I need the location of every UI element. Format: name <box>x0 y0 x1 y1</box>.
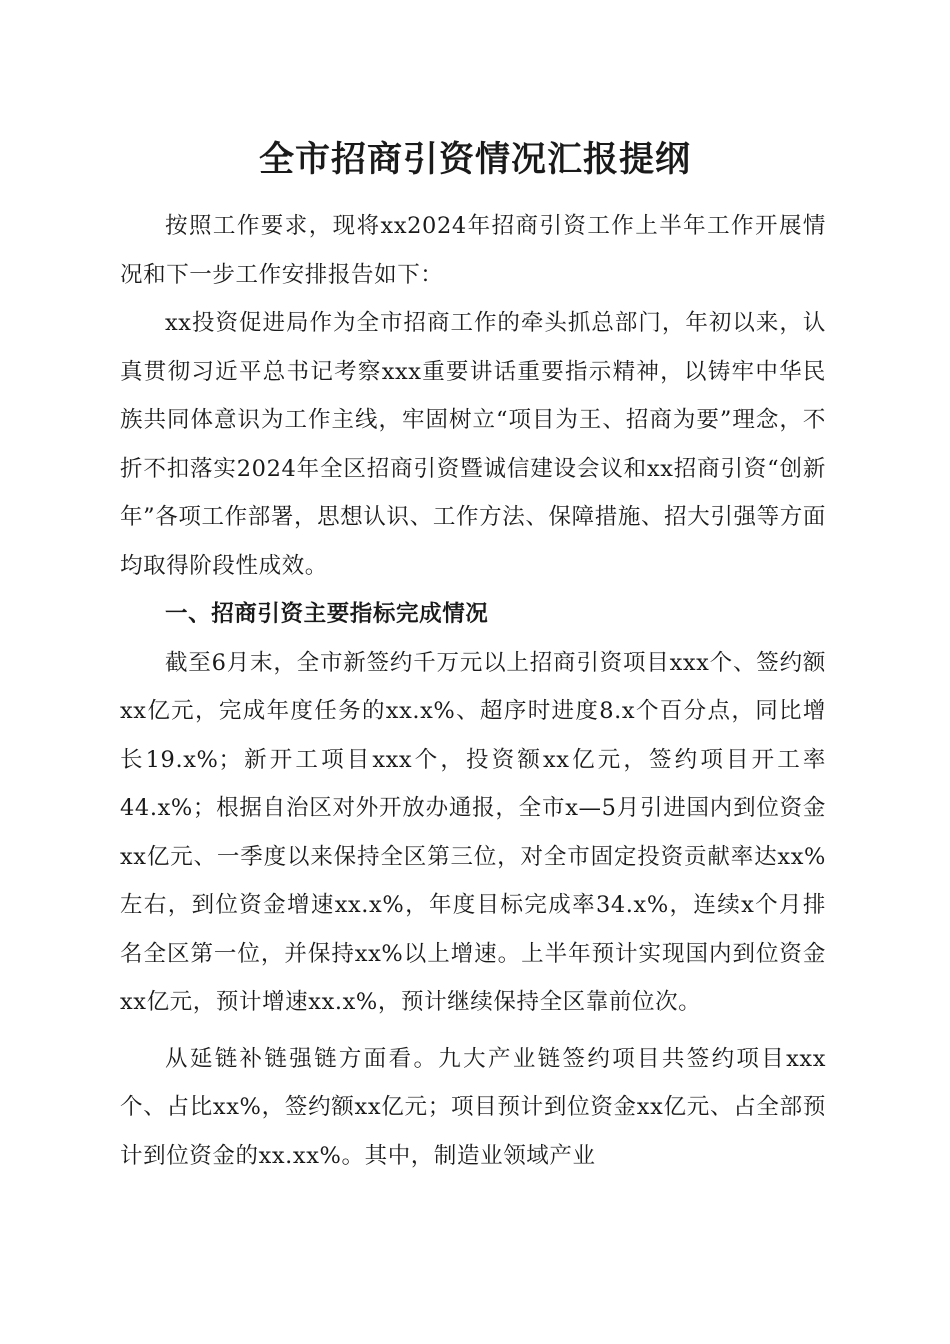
paragraph-gap <box>120 1027 826 1035</box>
document-title: 全市招商引资情况汇报提纲 <box>258 139 691 180</box>
indicators-paragraph: 截至6月末，全市新签约千万元以上招商引资项目xxx个、签约额xx亿元，完成年度任务的xx.x%、超序时进度8.x个百分点，同比增长19.x%；新开工项目xxx个，投资额xx亿元，签约项目开工率44.x%；根据自治区对外开放办通报，全市x—5月引进国内到位资金xx亿元、一季度以来保持全区第三位，对全市固定投资贡献率达xx%左右，到位资金增速xx.x%，年度目标完成率34.x%，连续x个月排名全区第一位，并保持xx%以上增速。上半年预计实现国内到位资金xx亿元，预计增速xx.x%，预计继续保持全区靠前位次。 <box>120 649 826 1015</box>
document-body <box>120 202 826 1180</box>
section-heading: 一、招商引资主要指标完成情况 <box>165 601 489 627</box>
industry-chain-paragraph: 从延链补链强链方面看。九大产业链签约项目共签约项目xxx个、占比xx%，签约额xx亿元；项目预计到位资金xx亿元、占全部预计到位资金的xx.xx%。其中，制造业领域产业 <box>120 1045 826 1169</box>
intro-paragraph: 按照工作要求，现将xx2024年招商引资工作上半年工作开展情况和下一步工作安排报告如下： <box>120 213 826 288</box>
overview-paragraph: xx投资促进局作为全市招商工作的牵头抓总部门，年初以来，认真贯彻习近平总书记考察xxx重要讲话重要指示精神，以铸牢中华民族共同体意识为工作主线，牢固树立“项目为王、招商为要”理念，不折不扣落实2024年全区招商引资暨诚信建设会议和xx招商引资“创新年”各项工作部署，思想认识、工作方法、保障措施、招大引强等方面均取得阶段性成效。 <box>120 310 826 579</box>
